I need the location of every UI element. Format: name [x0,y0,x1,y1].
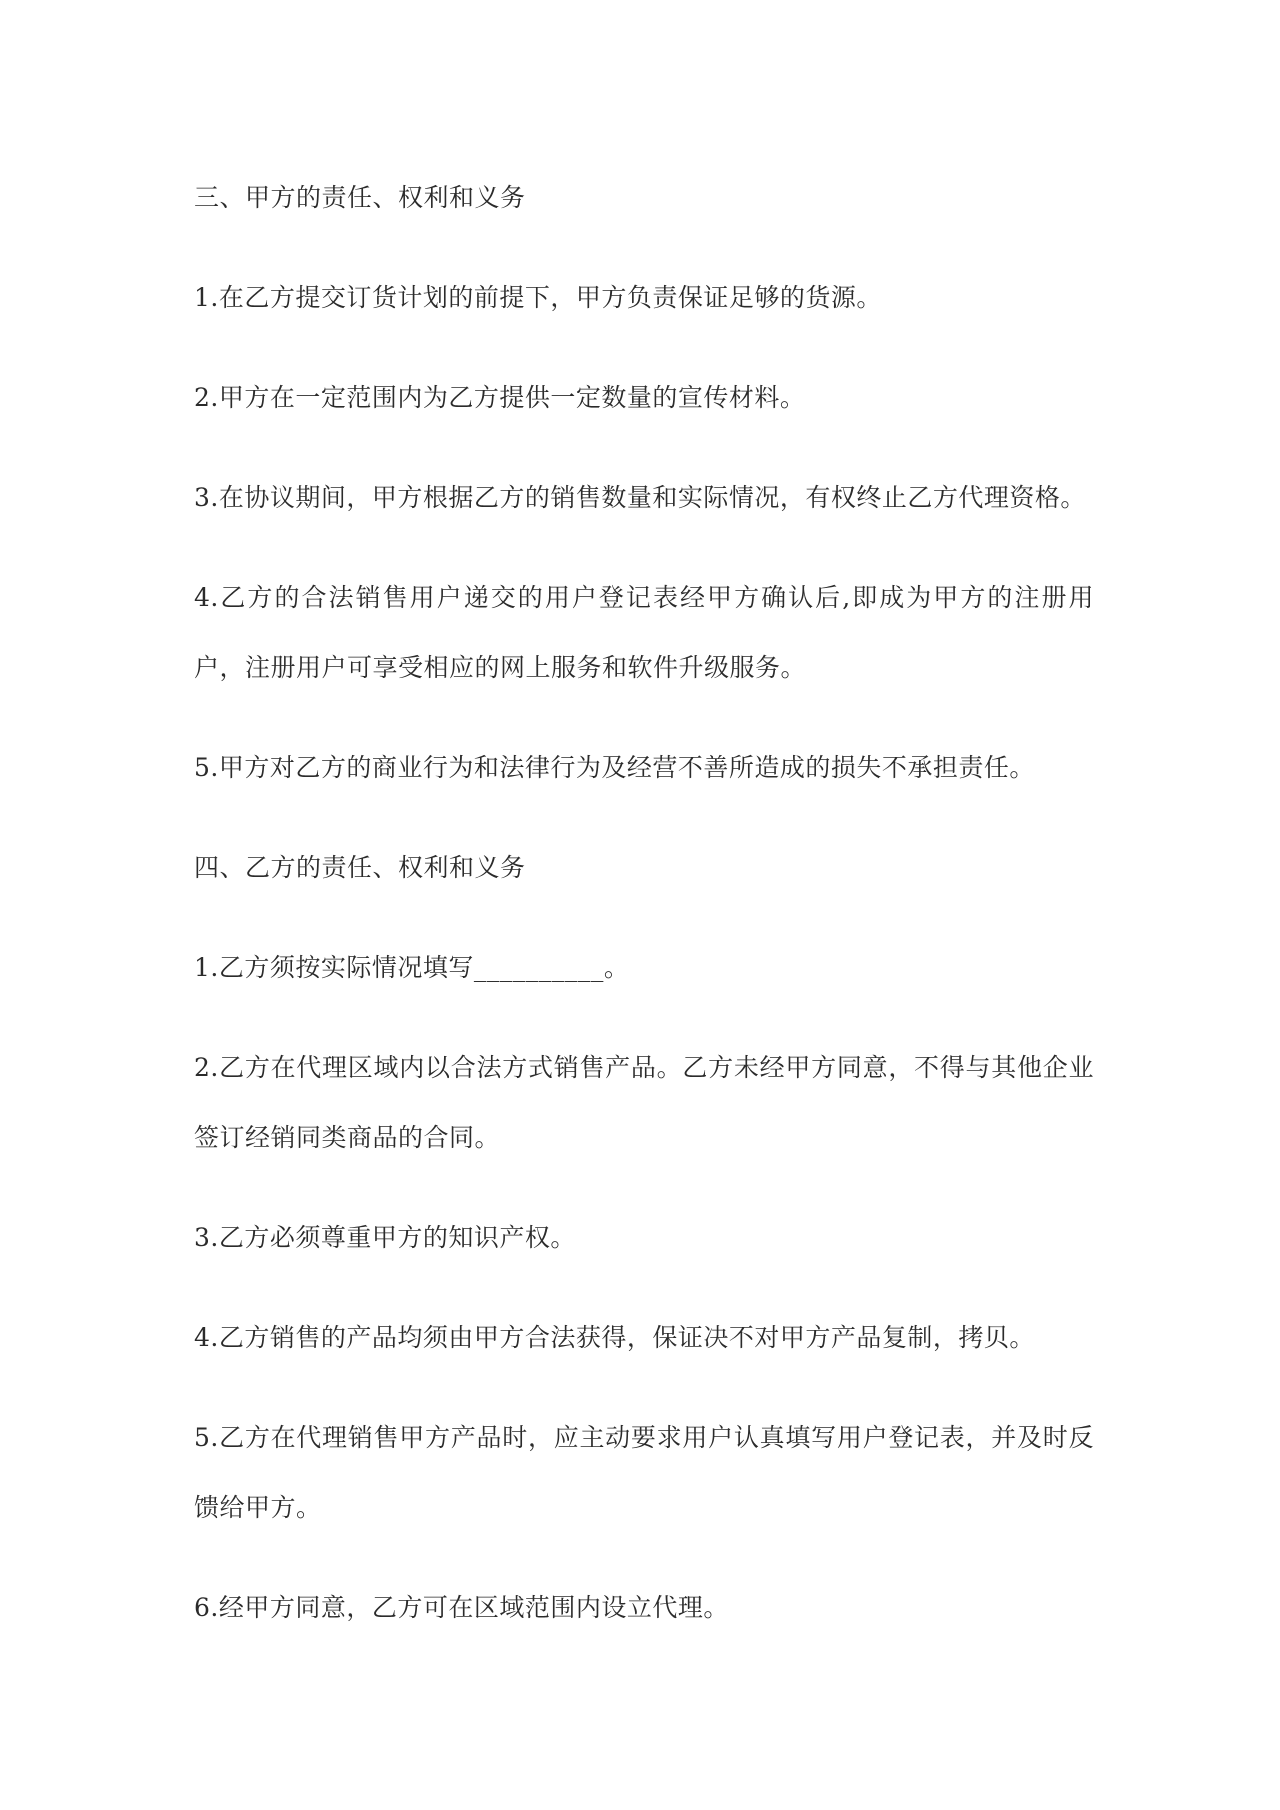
clause-a-2: 2.甲方在一定范围内为乙方提供一定数量的宣传材料。 [194,383,806,412]
clause-b-3: 3.乙方必须尊重甲方的知识产权。 [194,1223,576,1252]
section-heading-party-b: 四、乙方的责任、权利和义务 [194,853,526,882]
clause-b-4: 4.乙方销售的产品均须由甲方合法获得，保证决不对甲方产品复制，拷贝。 [194,1323,1035,1352]
clause-a-3: 3.在协议期间，甲方根据乙方的销售数量和实际情况，有权终止乙方代理资格。 [194,483,1086,512]
clause-a-5: 5.甲方对乙方的商业行为和法律行为及经营不善所造成的损失不承担责任。 [194,753,1035,782]
clause-a-1: 1.在乙方提交订货计划的前提下，甲方负责保证足够的货源。 [194,283,882,312]
section-heading-party-a: 三、甲方的责任、权利和义务 [194,183,526,212]
clause-a-4: 4.乙方的合法销售用户递交的用户登记表经甲方确认后,即成为甲方的注册用户，注册用户可享受相应的网上服务和软件升级服务。 [194,583,1094,682]
clause-b-6: 6.经甲方同意，乙方可在区域范围内设立代理。 [194,1593,729,1622]
clause-b-1: 1.乙方须按实际情况填写__________。 [194,953,630,982]
clause-b-2: 2.乙方在代理区域内以合法方式销售产品。乙方未经甲方同意，不得与其他企业签订经销同类商品的合同。 [194,1053,1094,1152]
clause-b-5: 5.乙方在代理销售甲方产品时，应主动要求用户认真填写用户登记表，并及时反馈给甲方。 [194,1423,1094,1522]
document-body [194,163,1094,1673]
